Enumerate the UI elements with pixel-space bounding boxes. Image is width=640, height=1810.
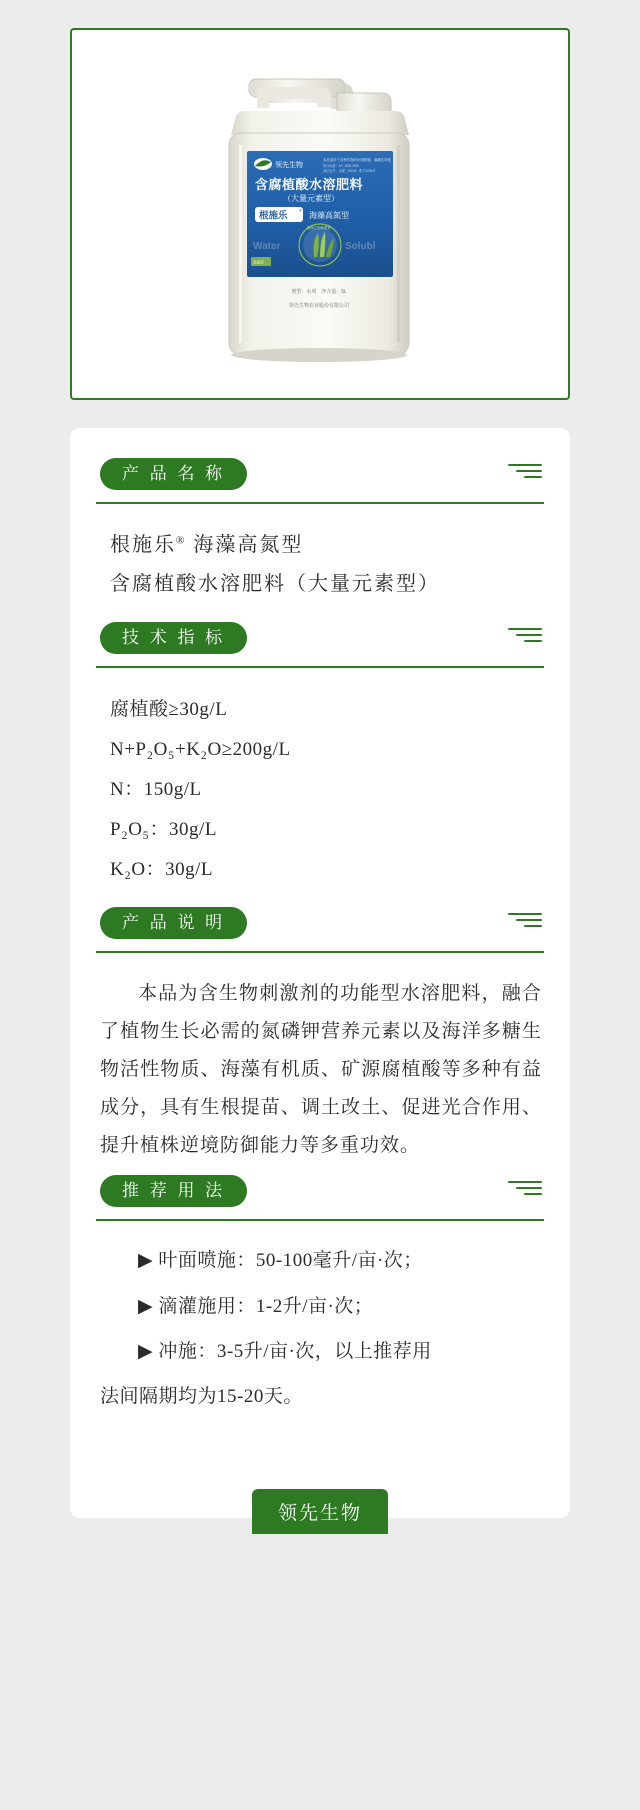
- svg-text:领先生物农业股份有限公司: 领先生物农业股份有限公司: [288, 303, 350, 309]
- section-rule: [96, 951, 544, 953]
- section-title-product-desc: 产 品 说 明: [100, 907, 247, 939]
- svg-text:Water: Water: [253, 241, 281, 252]
- tech-spec-block: [96, 676, 544, 907]
- decorative-lines-icon: [508, 464, 542, 486]
- section-title-tech-spec: 技 术 指 标: [100, 622, 247, 654]
- product-type: 海藻高氮型: [186, 534, 304, 556]
- usage-item: ▶ 冲施：3-5升/亩·次，以上推荐用: [138, 1340, 432, 1362]
- svg-text:海藻生物刺激剂: 海藻生物刺激剂: [307, 226, 331, 230]
- spec-item: N+P₂O₅+K₂O≥200g/L: [110, 738, 291, 760]
- spec-item: K₂O：30g/L: [110, 858, 213, 880]
- decorative-lines-icon: [508, 1181, 542, 1203]
- product-name-line-2: 含腐植酸水溶肥料（大量元素型）: [110, 573, 440, 595]
- content-card: [70, 428, 570, 1524]
- decorative-lines-icon: [508, 913, 542, 935]
- section-rule: [96, 1219, 544, 1221]
- svg-text:执行标准：NY 1106-2010: 执行标准：NY 1106-2010: [323, 164, 360, 168]
- section-title-usage: 推 荐 用 法: [100, 1175, 247, 1207]
- svg-text:根施乐: 根施乐: [259, 210, 288, 222]
- product-image-card: [70, 28, 570, 400]
- brand-leaf-icon: [254, 158, 272, 170]
- usage-item: ▶ 叶面喷施：50-100毫升/亩·次；: [138, 1250, 423, 1272]
- product-name-block: [96, 512, 544, 622]
- section-rule: [96, 502, 544, 504]
- spec-item: 腐植酸≥30g/L: [110, 699, 228, 720]
- product-brand: 根施乐: [110, 534, 176, 556]
- usage-item-tail: 法间隔期均为15-20天。: [100, 1385, 303, 1407]
- product-bottle-image: [205, 49, 435, 379]
- section-header-usage: [96, 1175, 544, 1225]
- section-header-tech-spec: [96, 622, 544, 672]
- section-header-product-desc: [96, 907, 544, 957]
- svg-text:登记证号：农肥（2018）准字1234号: 登记证号：农肥（2018）准字1234号: [323, 169, 376, 173]
- svg-text:含腐植酸水溶肥料: 含腐植酸水溶肥料: [255, 177, 364, 192]
- spec-item: P₂O₅：30g/L: [110, 818, 217, 840]
- registered-mark: ®: [176, 534, 187, 547]
- section-header-product-name: [96, 458, 544, 508]
- usage-block: [96, 1229, 544, 1430]
- svg-text:剂型：水剂 净含量：5L: 剂型：水剂 净含量：5L: [291, 289, 347, 295]
- product-name-line-1: [110, 526, 540, 565]
- svg-text:（大量元素型）: （大量元素型）: [283, 194, 339, 203]
- svg-text:海藻高氮型: 海藻高氮型: [309, 211, 349, 220]
- section-title-product-name: 产 品 名 称: [100, 458, 247, 490]
- seaweed-emblem-icon: [299, 224, 341, 266]
- svg-text:Solubl: Solubl: [345, 241, 376, 252]
- svg-text:®: ®: [299, 208, 302, 213]
- decorative-lines-icon: [508, 628, 542, 650]
- section-rule: [96, 666, 544, 668]
- product-description-text: 本品为含生物刺激剂的功能型水溶肥料，融合了植物生长必需的氮磷钾营养元素以及海洋多糖生物活性物质、海藻有机质、矿源腐植酸等多种有益成分，具有生根提苗、调土改土、促进光合作用、提升植株逆境防御能力等多重功效。: [100, 983, 542, 1157]
- bottle-illustration: [205, 49, 435, 379]
- footer-brand-badge: 领先生物: [252, 1489, 388, 1534]
- svg-text:领先生物: 领先生物: [275, 162, 303, 169]
- spec-item: N：150g/L: [110, 778, 202, 800]
- usage-item: ▶ 滴灌施用：1-2升/亩·次；: [138, 1295, 374, 1317]
- svg-text:本品适用于各种作物的叶面喷施、滴灌及冲施: 本品适用于各种作物的叶面喷施、滴灌及冲施: [323, 158, 391, 162]
- svg-text:高氮型: 高氮型: [253, 260, 264, 265]
